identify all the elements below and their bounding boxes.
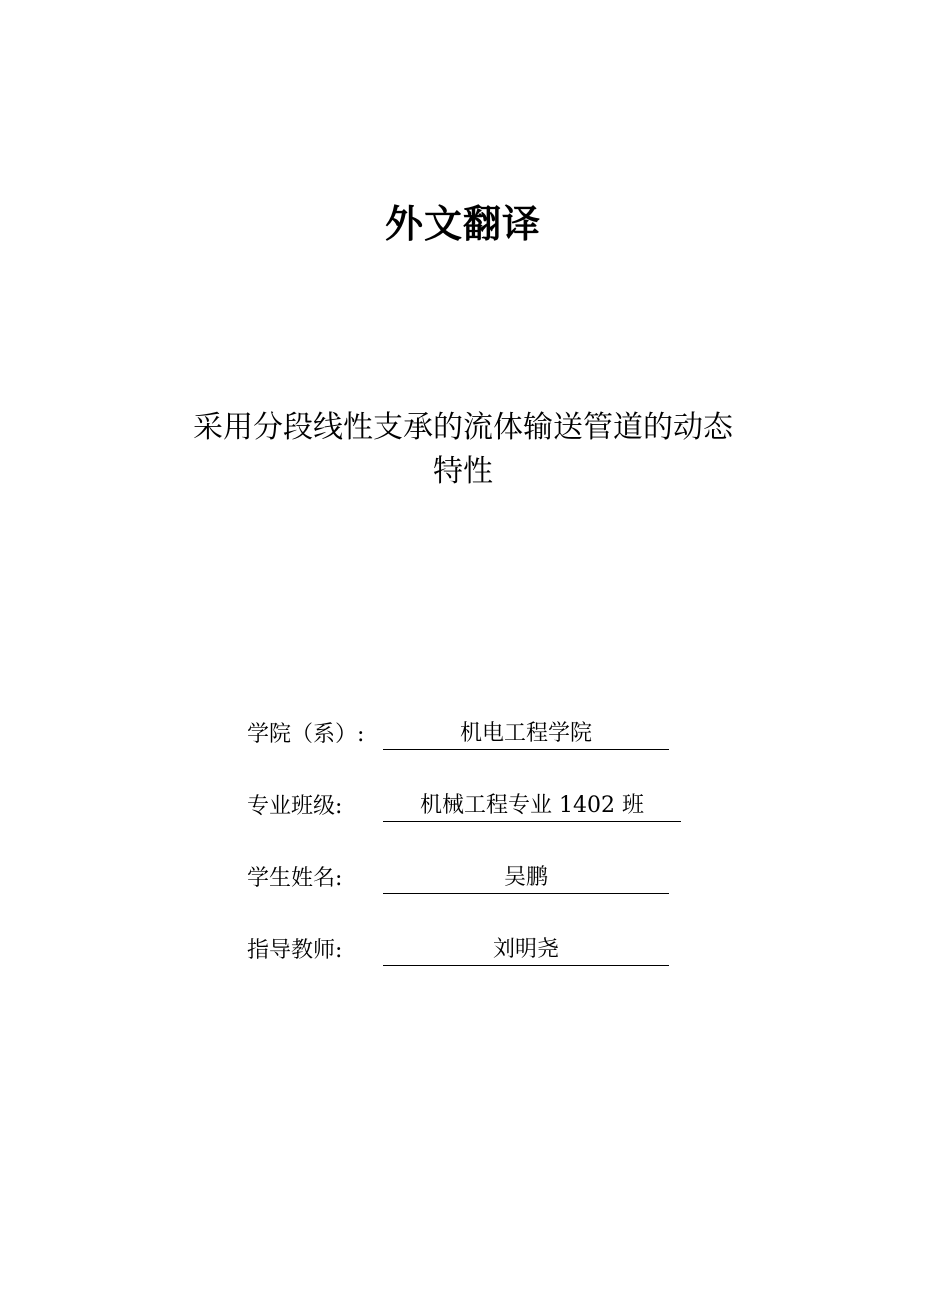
paper-title-line-1: 采用分段线性支承的流体输送管道的动态: [193, 410, 733, 445]
main-title: 外文翻译: [384, 201, 541, 246]
info-row-class: [247, 786, 681, 822]
class-value: 机械工程专业 1402 班: [383, 791, 681, 822]
info-row-college: [247, 714, 669, 750]
advisor-value: 刘明尧: [383, 935, 669, 966]
info-row-advisor: [247, 930, 669, 966]
paper-title-line-2: 特性: [433, 454, 493, 489]
paper-title: [140, 406, 786, 494]
college-value: 机电工程学院: [383, 719, 669, 750]
info-row-student: [247, 858, 669, 894]
student-name-label: 学生姓名:: [247, 866, 343, 891]
class-label: 专业班级:: [247, 794, 343, 819]
college-label: 学院（系）:: [247, 722, 365, 747]
advisor-label: 指导教师:: [247, 938, 343, 963]
student-name-value: 吴鹏: [383, 863, 669, 894]
